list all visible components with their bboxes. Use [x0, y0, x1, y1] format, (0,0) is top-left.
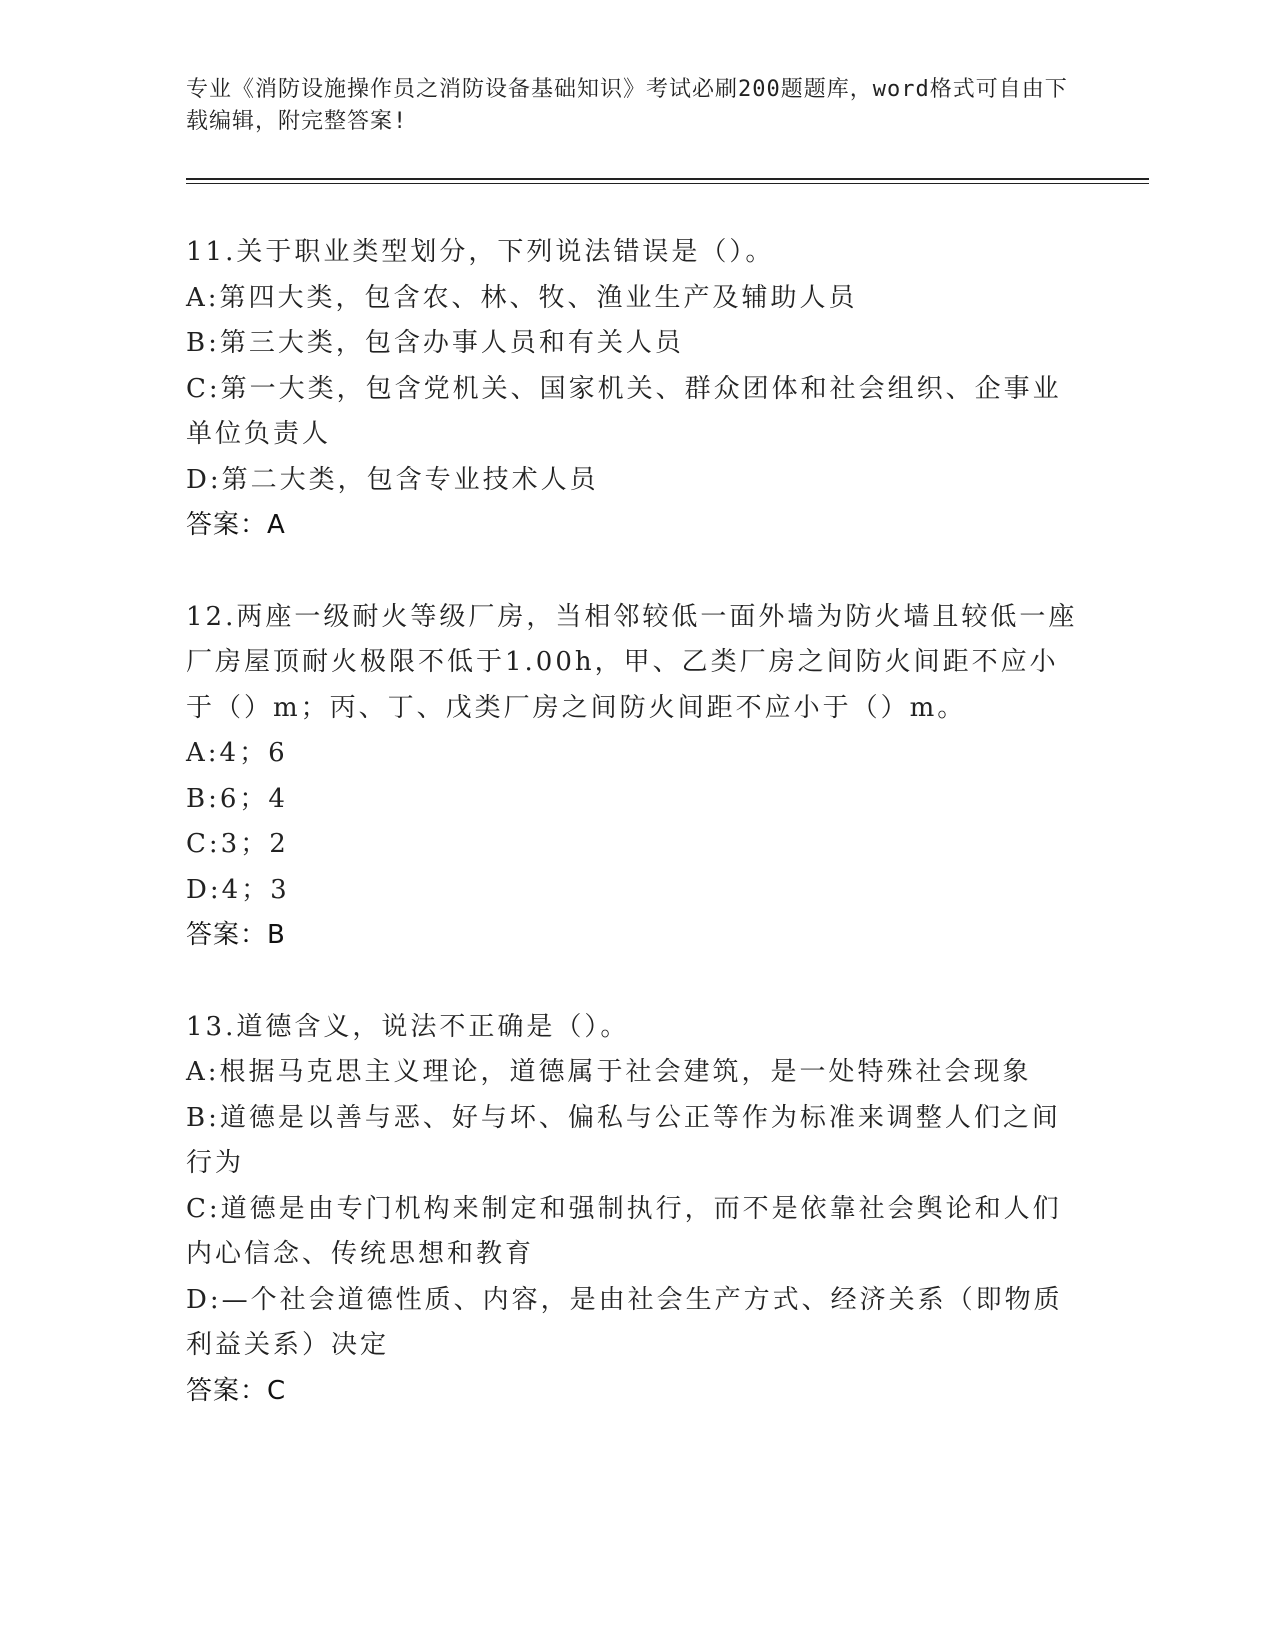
- answer: 答案：A: [186, 510, 286, 540]
- answer: 答案：C: [186, 1375, 287, 1406]
- answer: 答案：B: [186, 920, 286, 950]
- question-stem: 13.道德含义，说法不正确是（）。: [186, 1011, 630, 1042]
- option-a: A:4；6: [186, 738, 288, 768]
- option-c: C:道德是由专门机构来制定和强制执行，而不是依靠社会舆论和人们内心信念、传统思想和教育: [186, 1193, 1062, 1269]
- option-d: D:—个社会道德性质、内容，是由社会生产方式、经济关系（即物质利益关系）决定: [186, 1284, 1063, 1360]
- option-b: B:道德是以善与恶、好与坏、偏私与公正等作为标准来调整人们之间行为: [186, 1102, 1061, 1178]
- question-stem: 12.两座一级耐火等级厂房，当相邻较低一面外墙为防火墙且较低一座厂房屋顶耐火极限不低于1.00h，甲、乙类厂房之间防火间距不应小于（）m；丙、丁、戊类厂房之间防火间距不应小于（）m。: [186, 601, 1078, 723]
- document-header: [186, 74, 1086, 138]
- header-title: 专业《消防设施操作员之消防设备基础知识》考试必刷200题题库，word格式可自由下载编辑，附完整答案!: [186, 77, 1068, 134]
- option-c: C:第一大类，包含党机关、国家机关、群众团体和社会组织、企事业单位负责人: [186, 373, 1062, 449]
- question-12: [186, 595, 1086, 959]
- option-d: D:4；3: [186, 874, 290, 905]
- option-a: A:根据马克思主义理论，道德属于社会建筑，是一处特殊社会现象: [186, 1057, 1032, 1087]
- question-stem: 11.关于职业类型划分，下列说法错误是（）。: [186, 237, 775, 267]
- header-divider-thin: [186, 183, 1149, 184]
- option-a: A:第四大类，包含农、林、牧、渔业生产及辅助人员: [186, 282, 858, 313]
- option-b: B:6；4: [186, 783, 288, 814]
- question-11: [186, 230, 1086, 549]
- option-b: B:第三大类，包含办事人员和有关人员: [186, 328, 684, 358]
- option-d: D:第二大类，包含专业技术人员: [186, 464, 599, 495]
- question-list: [186, 230, 1086, 1460]
- header-divider-thick: [186, 178, 1149, 180]
- question-13: [186, 1005, 1086, 1415]
- option-c: C:3；2: [186, 829, 289, 859]
